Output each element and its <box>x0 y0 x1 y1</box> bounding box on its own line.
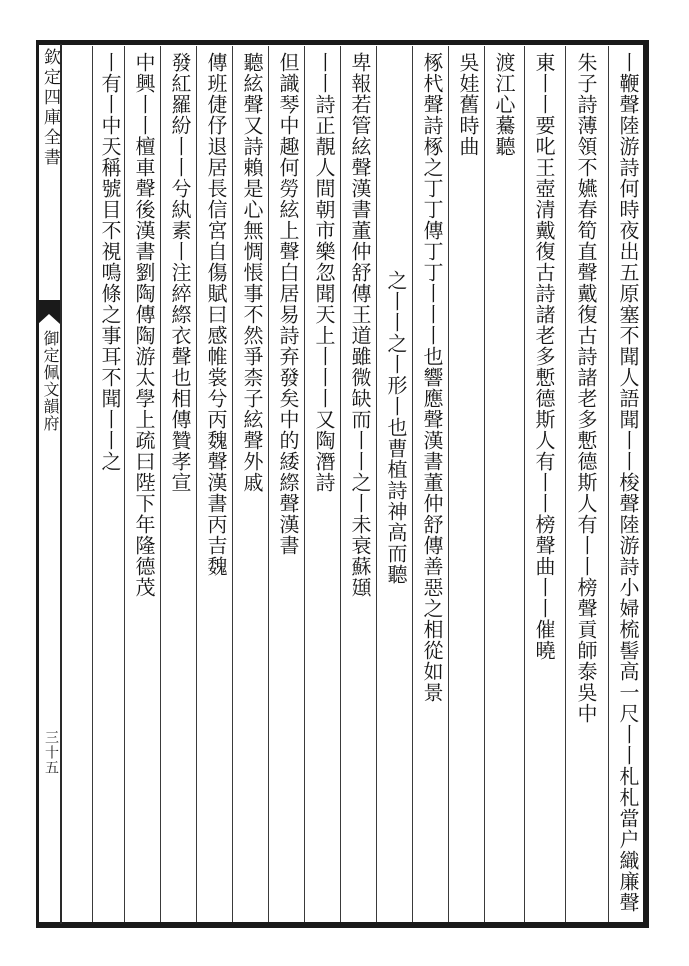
column-rule <box>484 46 485 922</box>
column-rule <box>196 46 197 922</box>
text-column-1: 丨鞭聲陸游詩何時夜出五原塞不聞人語聞丨丨梭聲陸游詩小婦梳髻高一尺丨丨札札當户織廉聲 <box>616 52 640 913</box>
text-column-3: 東丨丨要叱王壺清戴復古詩諸老多慙德斯人有丨丨榜聲曲丨丨催曉 <box>532 52 556 661</box>
text-column-10: 但識琴中趣何勞絃上聲白居易詩弃發矣中的緌縩聲漢書 <box>276 52 300 556</box>
frame-bottom-border <box>36 922 648 928</box>
text-column-13: 發紅羅紛丨丨兮紈素丨注綷縩衣聲也相傳贊孝宣 <box>168 52 192 493</box>
column-rule <box>124 46 125 922</box>
column-rule <box>565 46 566 922</box>
text-column-9: 丨丨詩正靚人間朝市樂忽聞天上丨丨丨又陶潛詩 <box>312 52 336 493</box>
text-column-4: 渡江心驀聽 <box>492 52 516 157</box>
text-column-7: 之丨丨之丨形丨也曹植詩神高而聽 <box>384 270 408 585</box>
column-rule <box>524 46 525 922</box>
frame-left-border <box>36 40 39 928</box>
text-column-8: 卑報若管絃聲漢書董仲舒傳王道雖微缺而丨丨之丨未衰蘇頲 <box>348 52 372 598</box>
margin-rule <box>60 44 62 924</box>
text-column-15: 丨有丨中天稱號目不視鳴條之事耳不聞丨丨之 <box>98 52 122 472</box>
column-rule <box>160 46 161 922</box>
column-rule <box>340 46 341 922</box>
text-column-11: 聽絃聲又詩賴是心無惆悵事不然爭柰子絃聲外戚 <box>240 52 264 493</box>
text-column-6: 椓杙聲詩椓之丁丁傳丁丁丨丨丨也響應聲漢書董仲舒傳善惡之相從如景 <box>420 52 444 703</box>
frame-top-border <box>36 40 648 45</box>
fish-tail-mark-icon <box>38 300 60 324</box>
text-column-14: 中興丨丨檀車聲後漢書劉陶傳陶游太學上疏曰陛下年隆德茂 <box>132 52 156 598</box>
column-rule <box>608 46 609 922</box>
column-rule <box>232 46 233 922</box>
column-rule <box>92 46 93 922</box>
volume-title: 御定佩文韻府 <box>41 330 60 432</box>
column-rule <box>376 46 377 922</box>
text-column-5: 吳娃舊時曲 <box>456 52 480 157</box>
column-rule <box>268 46 269 922</box>
page-number: 三十五 <box>43 730 59 775</box>
column-rule <box>448 46 449 922</box>
text-column-12: 傳班倢伃退居長信宮自傷賦曰感帷裳兮丙魏聲漢書丙吉魏 <box>204 52 228 577</box>
book-title: 欽定四庫全書 <box>40 48 60 168</box>
column-rule <box>412 46 413 922</box>
column-rule <box>304 46 305 922</box>
frame-right-border <box>643 40 649 928</box>
text-column-2: 朱子詩薄領不嬿春筍直聲戴復古詩諸老多慙德斯人有丨丨榜聲貢師泰吳中 <box>574 52 598 724</box>
